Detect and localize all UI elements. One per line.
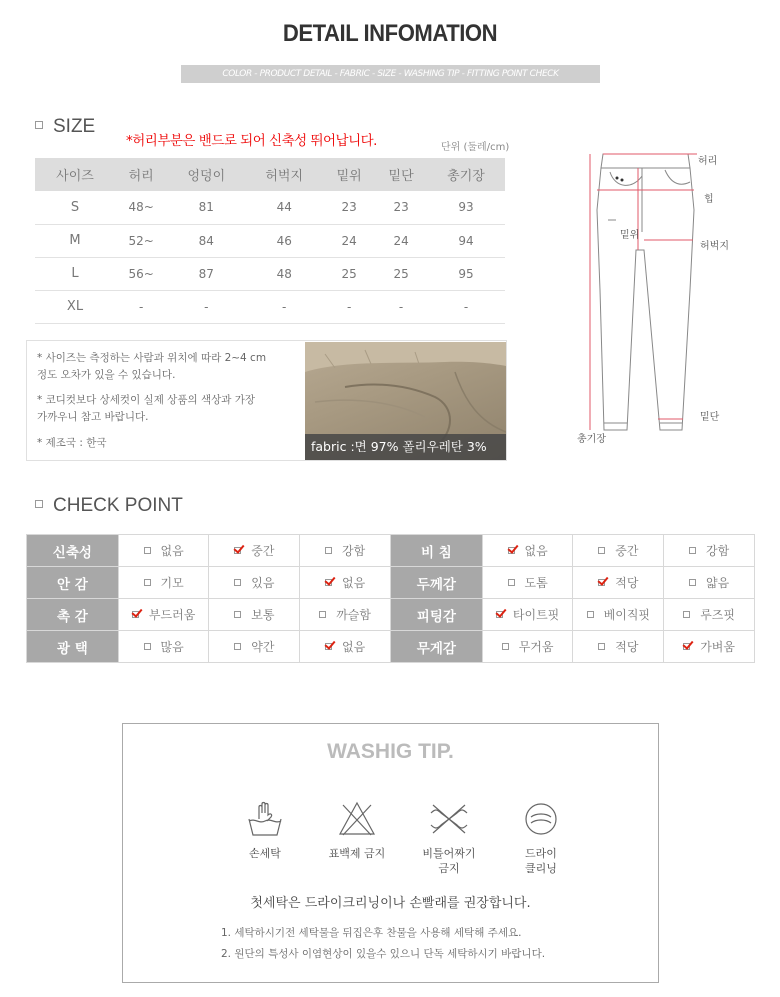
check-option [300,567,391,599]
check-option-label: 루즈핏 [700,608,735,622]
check-option-label: 중간 [615,544,639,558]
check-option-label: 베이직핏 [603,608,651,622]
size-value-cell: 84 [167,224,245,257]
pants-measurement-diagram [560,140,760,450]
check-option [118,599,209,631]
table-row [27,567,755,599]
check-option [482,599,573,631]
size-table-header [35,158,505,191]
no-bleach-icon [337,799,377,839]
washing-note-2: 2. 원단의 특성사 이염현상이 있을수 있으니 단독 세탁하시기 바랍니다. [221,948,546,960]
size-label-cell: XL [35,290,115,323]
check-option [664,599,755,631]
waist-band-note: *허리부분은 밴드로 되어 신축성 뛰어납니다. [126,133,377,149]
diagram-label-waist: 허리 [698,156,718,167]
size-value-cell: - [115,290,167,323]
unchecked-box-icon [683,611,690,618]
unchecked-box-icon [144,643,151,650]
size-col-header: 허리 [115,158,167,191]
checked-box-icon [325,643,332,650]
size-col-header: 사이즈 [35,158,115,191]
check-category-label: 신축성 [27,535,119,567]
check-option-label: 약간 [251,640,275,654]
size-value-cell: - [245,290,323,323]
unchecked-box-icon [325,547,332,554]
check-option [664,567,755,599]
table-row [27,631,755,663]
info-note-2: 정도 오차가 있을 수 있습니다. [37,369,176,381]
no-wring-icon [429,799,469,839]
no-wring-label-text: 비틀어짜기 금지 [422,847,476,875]
check-option-label: 보통 [251,608,275,622]
fabric-caption: fabric :면 97% 폴리우레탄 3% [305,434,506,460]
bullet-square-icon [35,121,43,129]
check-option [209,631,300,663]
check-option-label: 적당 [615,640,639,654]
size-value-cell: 25 [323,257,375,290]
check-option-label: 중간 [251,544,275,558]
check-option [573,631,664,663]
check-category-label: 무게감 [390,631,482,663]
checked-box-icon [598,579,605,586]
size-value-cell: 56~ [115,257,167,290]
info-note-3: * 코디컷보다 상세컷이 실제 상품의 색상과 가장 [37,394,255,406]
unchecked-box-icon [234,643,241,650]
check-option-label: 무거움 [518,640,554,654]
dry-clean-icon [521,799,561,839]
size-value-cell: 95 [427,257,505,290]
info-note-origin: * 제조국 : 한국 [37,437,107,449]
no-wring-label [404,846,494,876]
check-option [573,599,664,631]
size-value-cell: 25 [375,257,427,290]
check-option-label: 적당 [615,576,639,590]
unit-note: 단위 (둘레/cm) [441,142,510,153]
unchecked-box-icon [319,611,326,618]
hand-wash-icon [245,799,285,839]
check-category-label: 피팅감 [390,599,482,631]
size-value-cell: 48~ [115,191,167,224]
size-col-header: 엉덩이 [167,158,245,191]
check-option-label: 타이트핏 [512,608,560,622]
check-option [209,567,300,599]
size-value-cell: 94 [427,224,505,257]
table-row [27,599,755,631]
check-option [573,567,664,599]
unchecked-box-icon [598,547,605,554]
checked-box-icon [683,643,690,650]
size-value-cell: 87 [167,257,245,290]
size-value-cell: 24 [323,224,375,257]
size-value-cell: 93 [427,191,505,224]
size-col-header: 총기장 [427,158,505,191]
diagram-label-thigh: 허벅지 [700,241,729,252]
check-category-label: 비 침 [390,535,482,567]
table-row [35,224,505,257]
check-point-section-title [35,495,183,517]
check-option [118,567,209,599]
check-category-label: 두께감 [390,567,482,599]
section-nav-bar: COLOR - PRODUCT DETAIL - FABRIC - SIZE - WASHING TIP - FITTING POINT CHECK [181,65,600,83]
size-title-text: SIZE [53,116,96,137]
check-option-label: 가벼움 [700,640,735,654]
check-option [573,535,664,567]
check-option [300,599,391,631]
size-section-title [35,116,95,138]
size-value-cell: 44 [245,191,323,224]
check-point-title-text: CHECK POINT [53,495,183,516]
check-category-label: 광 택 [27,631,119,663]
table-row [35,257,505,290]
size-table-body [35,191,505,323]
check-option-label: 없음 [160,544,184,558]
size-label-cell: S [35,191,115,224]
diagram-label-hem: 밑단 [700,412,720,423]
checked-box-icon [508,547,515,554]
checked-box-icon [132,611,139,618]
size-col-header: 밑단 [375,158,427,191]
bullet-square-icon [35,500,43,508]
diagram-label-rise: 밑위 [620,230,640,241]
check-option [209,599,300,631]
pants-outline-icon [560,140,760,450]
check-option [209,535,300,567]
size-value-cell: 46 [245,224,323,257]
checked-box-icon [496,611,503,618]
unchecked-box-icon [598,643,605,650]
unchecked-box-icon [144,579,151,586]
info-note-4: 가까우니 참고 바랍니다. [37,411,149,423]
unchecked-box-icon [587,611,594,618]
check-option [300,631,391,663]
size-value-cell: 24 [375,224,427,257]
check-option [118,535,209,567]
unchecked-box-icon [234,611,241,618]
check-option-label: 많음 [160,640,184,654]
check-option [664,535,755,567]
check-category-label: 안 감 [27,567,119,599]
no-bleach-label: 표백제 금지 [328,847,386,860]
check-option-label: 있음 [251,576,275,590]
hand-wash-label: 손세탁 [249,847,281,860]
check-option-label: 까슬함 [336,608,371,622]
check-option-label: 없음 [342,576,366,590]
size-value-cell: 81 [167,191,245,224]
page-title: DETAIL INFOMATION [282,20,498,47]
check-option [482,535,573,567]
table-row [35,191,505,224]
size-table [35,158,505,324]
info-note-1: * 사이즈는 측정하는 사람과 위치에 따라 2~4 cm [37,352,267,364]
check-option-label: 강함 [342,544,366,558]
check-option [664,631,755,663]
check-option [300,535,391,567]
size-value-cell: 48 [245,257,323,290]
size-label-cell: L [35,257,115,290]
check-option-label: 기모 [160,576,184,590]
unchecked-box-icon [502,643,509,650]
table-row [35,290,505,323]
checked-box-icon [234,547,241,554]
check-option-label: 부드러움 [148,608,196,622]
washing-tip-title: WASHIG TIP. [327,740,454,763]
checked-box-icon [325,579,332,586]
table-row [27,535,755,567]
check-option-label: 강함 [706,544,730,558]
fabric-detail-image [305,342,506,460]
washing-recommendation: 첫세탁은 드라이크리닝이나 손빨래를 권장합니다. [250,896,531,911]
unchecked-box-icon [508,579,515,586]
size-value-cell: 23 [323,191,375,224]
check-point-table-body [27,535,755,663]
check-option [482,631,573,663]
size-label-cell: M [35,224,115,257]
check-option-label: 도톰 [524,576,548,590]
check-option [118,631,209,663]
unchecked-box-icon [689,579,696,586]
unchecked-box-icon [234,579,241,586]
check-point-table [26,534,755,663]
check-option-label: 없음 [524,544,548,558]
unchecked-box-icon [144,547,151,554]
diagram-label-length: 총기장 [577,434,606,445]
diagram-label-hip: 힙 [704,194,714,205]
size-value-cell: 52~ [115,224,167,257]
size-value-cell: - [323,290,375,323]
product-info-box [26,340,507,461]
check-option-label: 얇음 [706,576,730,590]
unchecked-box-icon [689,547,696,554]
size-value-cell: - [427,290,505,323]
dry-clean-label-text: 드라이 클리닝 [525,847,557,875]
size-col-header: 밑위 [323,158,375,191]
size-col-header: 허벅지 [245,158,323,191]
check-option [482,567,573,599]
size-value-cell: - [375,290,427,323]
check-option-label: 없음 [342,640,366,654]
washing-tip-box [122,723,659,983]
check-category-label: 촉 감 [27,599,119,631]
dry-clean-label [496,846,586,876]
size-value-cell: 23 [375,191,427,224]
size-value-cell: - [167,290,245,323]
washing-note-1: 1. 세탁하시기전 세탁물을 뒤집은후 찬물을 사용해 세탁해 주세요. [221,927,522,939]
